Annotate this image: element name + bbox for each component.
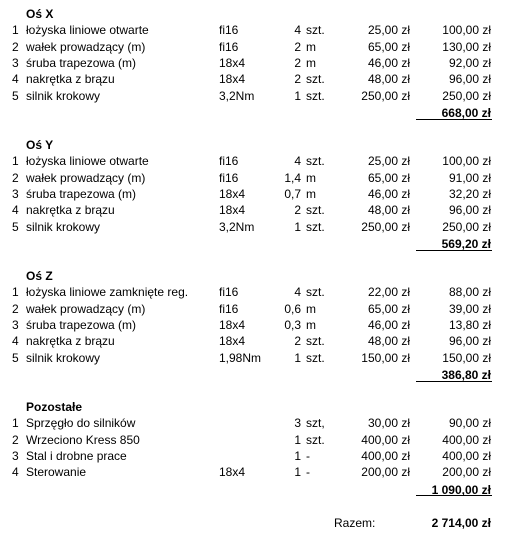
cell-spec: 18x4 [219,72,246,87]
cell-no: 5 [12,350,19,365]
cell-qty: 4 [294,285,301,300]
cell-name: śruba trapezowa (m) [26,186,137,201]
cell-no: 1 [12,285,19,300]
cell-no: 4 [12,465,19,480]
cell-unit: szt. [306,432,325,447]
cell-no: 5 [12,88,19,103]
cell-unit: - [306,465,310,480]
cell-total: 100,00 zł [442,23,491,38]
cell-total: 88,00 zł [448,285,491,300]
cell-qty: 1 [294,219,301,234]
cell-qty: 0,7 [284,186,301,201]
cell-name: wałek prowadzący (m) [26,170,146,185]
cell-name: Sprzęgło do silników [26,416,136,431]
section-subtotal: 569,20 zł [441,236,491,251]
cell-qty: 2 [294,55,301,70]
cell-price: 48,00 zł [367,203,410,218]
cell-total: 96,00 zł [448,72,491,87]
cell-no: 3 [12,448,19,463]
cell-qty: 1 [294,448,301,463]
cell-no: 2 [12,39,19,54]
cell-unit: m [306,170,316,185]
cell-spec: 18x4 [219,203,246,218]
cell-name: łożyska liniowe otwarte [26,23,149,38]
cell-spec: 18x4 [219,55,246,70]
cell-name: wałek prowadzący (m) [26,39,146,54]
cell-name: silnik krokowy [26,219,101,234]
cell-price: 65,00 zł [367,170,410,185]
section-subtotal: 1 090,00 zł [431,482,491,497]
section-title: Oś X [26,7,54,21]
cell-total: 32,20 zł [448,186,491,201]
cell-qty: 1 [294,432,301,447]
cell-price: 22,00 zł [367,285,410,300]
cell-qty: 1,4 [284,170,301,185]
cell-qty: 2 [294,72,301,87]
cell-total: 250,00 zł [442,219,491,234]
cell-total: 91,00 zł [448,170,491,185]
cell-unit: szt. [306,203,325,218]
cell-spec: 1,98Nm [219,350,262,365]
cell-name: nakrętka z brązu [26,72,115,87]
cell-spec: 3,2Nm [219,88,255,103]
cell-spec: fi16 [219,285,239,300]
cell-name: silnik krokowy [26,350,101,365]
cell-price: 46,00 zł [367,317,410,332]
cell-unit: m [306,301,316,316]
grand-total-value: 2 714,00 zł [431,516,491,530]
cell-price: 48,00 zł [367,334,410,349]
cell-total: 90,00 zł [448,416,491,431]
cell-no: 3 [12,55,19,70]
cell-no: 2 [12,301,19,316]
cell-unit: szt. [306,88,325,103]
cell-total: 400,00 zł [442,448,491,463]
cell-price: 25,00 zł [367,154,410,169]
cell-total: 200,00 zł [442,465,491,480]
cell-spec: fi16 [219,301,239,316]
cell-price: 65,00 zł [367,39,410,54]
cell-no: 1 [12,23,19,38]
cell-qty: 1 [294,88,301,103]
cell-price: 400,00 zł [361,432,410,447]
cell-no: 2 [12,432,19,447]
cell-price: 46,00 zł [367,186,410,201]
cell-price: 48,00 zł [367,72,410,87]
cell-total: 13,80 zł [448,317,491,332]
cell-price: 250,00 zł [361,219,410,234]
cell-price: 250,00 zł [361,88,410,103]
cell-name: Stal i drobne prace [26,448,127,463]
cell-no: 4 [12,334,19,349]
cell-name: Sterowanie [26,465,87,480]
cell-qty: 1 [294,350,301,365]
cell-total: 96,00 zł [448,334,491,349]
cell-name: łożyska liniowe otwarte [26,154,149,169]
cell-qty: 2 [294,203,301,218]
cell-unit: m [306,55,316,70]
section-subtotal: 668,00 zł [441,105,491,120]
cell-price: 25,00 zł [367,23,410,38]
cell-name: nakrętka z brązu [26,334,115,349]
cell-spec: fi16 [219,154,239,169]
cell-spec: 18x4 [219,465,246,480]
cell-qty: 2 [294,334,301,349]
cell-name: łożyska liniowe zamknięte reg. [26,285,189,300]
cell-total: 400,00 zł [442,432,491,447]
cell-spec: 3,2Nm [219,219,255,234]
cell-unit: szt. [306,285,325,300]
cell-total: 100,00 zł [442,154,491,169]
cell-price: 46,00 zł [367,55,410,70]
cell-price: 30,00 zł [367,416,410,431]
section-title: Oś Z [26,269,53,283]
cell-unit: szt. [306,350,325,365]
section-title: Oś Y [26,138,54,152]
cell-unit: - [306,448,310,463]
cell-no: 4 [12,72,19,87]
cell-spec: 18x4 [219,186,246,201]
cell-name: wałek prowadzący (m) [26,301,146,316]
cell-qty: 0,3 [284,317,301,332]
cell-qty: 2 [294,39,301,54]
cell-unit: szt. [306,219,325,234]
cell-total: 92,00 zł [448,55,491,70]
cell-spec: fi16 [219,23,239,38]
cell-total: 39,00 zł [448,301,491,316]
cell-no: 3 [12,317,19,332]
cell-qty: 4 [294,23,301,38]
cell-qty: 4 [294,154,301,169]
cell-qty: 0,6 [284,301,301,316]
cell-name: Wrzeciono Kress 850 [26,432,140,447]
cell-name: śruba trapezowa (m) [26,317,137,332]
cell-spec: fi16 [219,170,239,185]
cell-spec: 18x4 [219,317,246,332]
cell-spec: fi16 [219,39,239,54]
cell-no: 2 [12,170,19,185]
cell-unit: szt. [306,154,325,169]
cell-total: 130,00 zł [442,39,491,54]
grand-total-label: Razem: [334,516,376,530]
cell-no: 1 [12,154,19,169]
cell-no: 5 [12,219,19,234]
cell-name: nakrętka z brązu [26,203,115,218]
cell-unit: szt. [306,334,325,349]
cell-unit: szt. [306,23,325,38]
cell-no: 1 [12,416,19,431]
cell-total: 96,00 zł [448,203,491,218]
cell-unit: m [306,317,316,332]
cell-no: 3 [12,186,19,201]
cell-unit: m [306,39,316,54]
cell-qty: 1 [294,465,301,480]
cell-total: 250,00 zł [442,88,491,103]
cell-price: 65,00 zł [367,301,410,316]
cell-price: 200,00 zł [361,465,410,480]
cell-unit: szt, [306,416,325,431]
cell-total: 150,00 zł [442,350,491,365]
cell-no: 4 [12,203,19,218]
cell-name: śruba trapezowa (m) [26,55,137,70]
cell-price: 400,00 zł [361,448,410,463]
cell-qty: 3 [294,416,301,431]
section-title: Pozostałe [26,400,83,414]
cell-price: 150,00 zł [361,350,410,365]
cell-unit: szt. [306,72,325,87]
cell-unit: m [306,186,316,201]
cell-spec: 18x4 [219,334,246,349]
section-subtotal: 386,80 zł [441,367,491,382]
cell-name: silnik krokowy [26,88,101,103]
